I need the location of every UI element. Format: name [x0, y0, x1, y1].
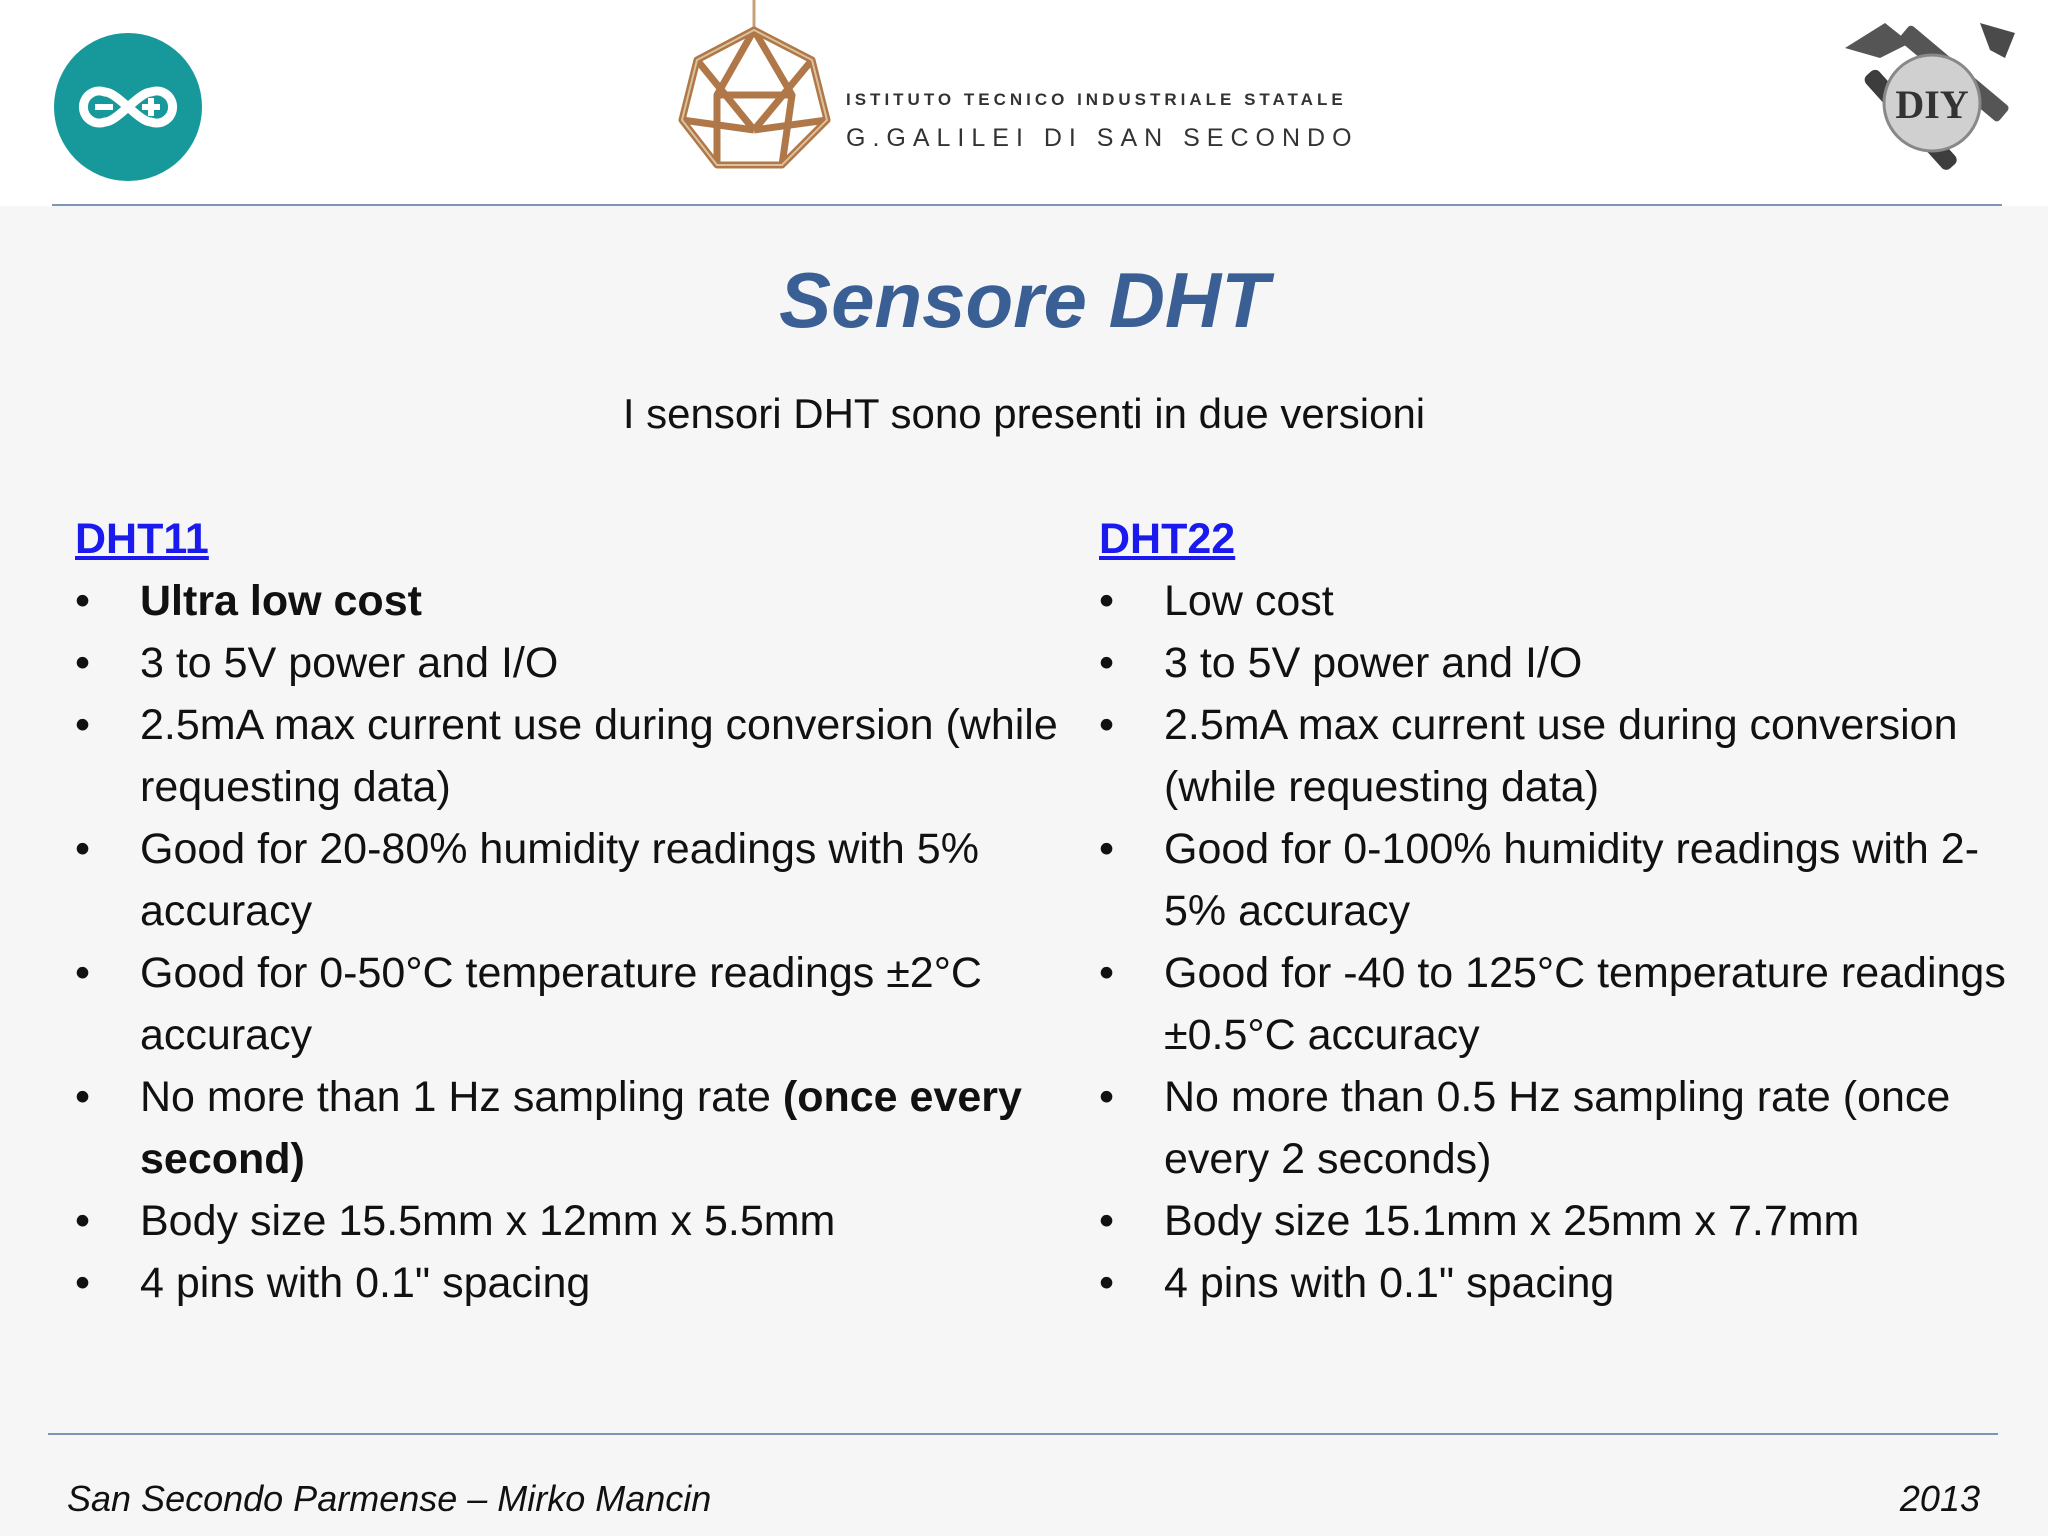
list-item — [1099, 694, 2039, 818]
list-item — [75, 632, 1085, 694]
bullet-icon: • — [75, 639, 91, 687]
list-item-text: Good for 0-50°C temperature readings ±2°C accuracy — [140, 949, 982, 1059]
dht22-feature-list — [1099, 570, 2039, 1314]
list-item — [75, 694, 1085, 818]
list-item — [1099, 818, 2039, 942]
slide-title: Sensore DHT — [779, 256, 1269, 344]
dht11-column — [75, 508, 1085, 1314]
list-item-text: 3 to 5V power and I/O — [140, 639, 559, 687]
bullet-icon: • — [1099, 577, 1115, 625]
header — [0, 0, 2048, 206]
bullet-icon: • — [75, 1197, 91, 1245]
bullet-icon: • — [75, 701, 91, 749]
list-item — [75, 942, 1085, 1066]
bullet-icon: • — [75, 1259, 91, 1307]
bullet-icon: • — [1099, 825, 1115, 873]
school-polyhedron-logo-icon — [672, 0, 837, 185]
header-divider — [52, 204, 2002, 206]
list-item-text: 2.5mA max current use during conversion (while requesting data) — [1164, 701, 1958, 811]
list-item — [1099, 632, 2039, 694]
bullet-icon: • — [1099, 639, 1115, 687]
bullet-icon: • — [75, 825, 91, 873]
list-item-text: No more than 1 Hz sampling rate — [140, 1073, 783, 1121]
dht11-feature-list — [75, 570, 1085, 1314]
list-item-text: Good for -40 to 125°C temperature readings ±0.5°C accuracy — [1164, 949, 2006, 1059]
list-item-text: 4 pins with 0.1" spacing — [140, 1259, 591, 1307]
list-item-text-bold: (once every second) — [140, 1073, 1022, 1183]
dht22-column — [1099, 508, 2039, 1314]
bullet-icon: • — [1099, 1197, 1115, 1245]
list-item-text: Body size 15.1mm x 25mm x 7.7mm — [1164, 1197, 1860, 1245]
footer-author: San Secondo Parmense – Mirko Mancin — [67, 1478, 712, 1519]
list-item — [1099, 1252, 2039, 1314]
list-item-text: Ultra low cost — [140, 577, 422, 625]
list-item — [1099, 1190, 2039, 1252]
list-item — [75, 570, 1085, 632]
list-item — [75, 1252, 1085, 1314]
list-item-text: Body size 15.5mm x 12mm x 5.5mm — [140, 1197, 836, 1245]
bullet-icon: • — [1099, 1073, 1115, 1121]
svg-text:DIY: DIY — [1895, 82, 1969, 127]
bullet-icon: • — [1099, 949, 1115, 997]
list-item-text: 4 pins with 0.1" spacing — [1164, 1259, 1615, 1307]
bullet-icon: • — [75, 577, 91, 625]
list-item-text: 3 to 5V power and I/O — [1164, 639, 1583, 687]
dht11-heading-link[interactable]: DHT11 — [75, 515, 209, 563]
school-name-line2: G.GALILEI DI SAN SECONDO — [846, 124, 1359, 152]
bullet-icon: • — [75, 949, 91, 997]
bullet-icon: • — [1099, 701, 1115, 749]
list-item — [1099, 942, 2039, 1066]
bullet-icon: • — [75, 1073, 91, 1121]
list-item — [1099, 570, 2039, 632]
bullet-icon: • — [1099, 1259, 1115, 1307]
diy-tools-logo-icon — [1840, 18, 2025, 193]
footer-year: 2013 — [1899, 1478, 1980, 1519]
footer-divider — [48, 1433, 1998, 1435]
list-item-text: Low cost — [1164, 577, 1334, 625]
dht22-heading-link[interactable]: DHT22 — [1099, 515, 1236, 563]
list-item-text: 2.5mA max current use during conversion (while requesting data) — [140, 701, 1058, 811]
list-item-text: Good for 20-80% humidity readings with 5% accuracy — [140, 825, 979, 935]
list-item — [75, 818, 1085, 942]
slide-subtitle: I sensori DHT sono presenti in due versioni — [622, 390, 1426, 437]
list-item-text: Good for 0-100% humidity readings with 2-5% accuracy — [1164, 825, 1980, 935]
list-item — [1099, 1066, 2039, 1190]
school-name-line1: ISTITUTO TECNICO INDUSTRIALE STATALE — [846, 90, 1347, 109]
arduino-logo-icon — [53, 32, 203, 182]
list-item-text: No more than 0.5 Hz sampling rate (once every 2 seconds) — [1164, 1073, 1951, 1183]
list-item — [75, 1190, 1085, 1252]
school-name — [846, 90, 1359, 153]
list-item — [75, 1066, 1085, 1190]
